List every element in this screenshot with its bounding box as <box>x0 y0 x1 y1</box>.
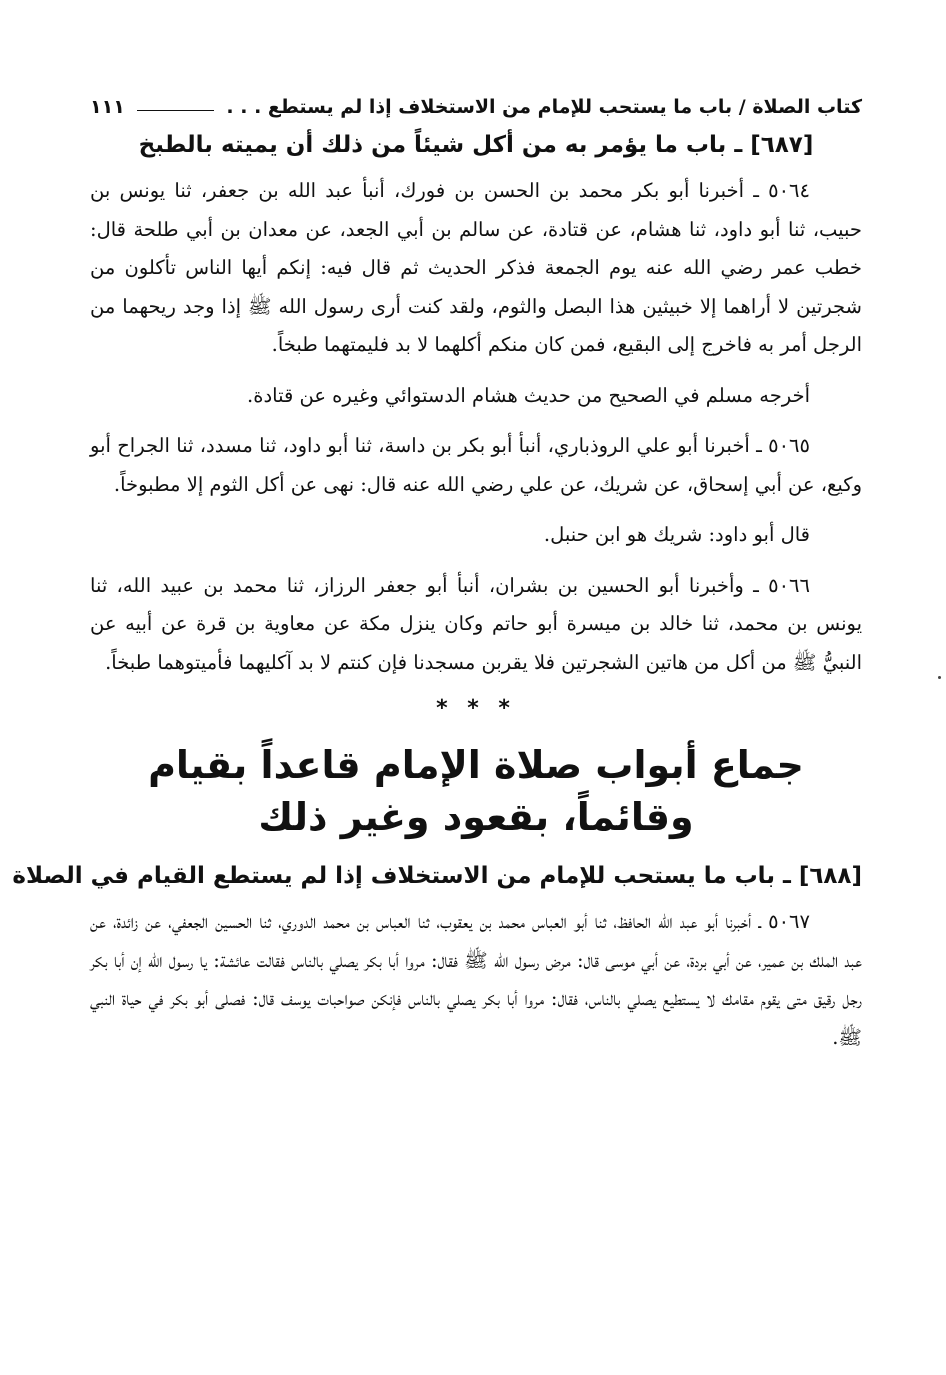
margin-speck <box>938 676 941 679</box>
hadith-5066: ٥٠٦٦ ـ وأخبرنا أبو الحسين بن بشران، أنبأ أبو جعفر الرزاز، ثنا محمد بن عبيد الله، ثنا يونس بن محمد، ثنا خالد بن ميسرة أبو حاتم وكان ينزل مكة عن معاوية بن قرة عن أبيه عن النبيُّ ﷺ من أكل من هاتين الشجرتين فلا يقربن مسجدنا فإن كنتم لا بد آكليهما فأميتوهما طبخاً. <box>90 573 862 674</box>
running-title: كتاب الصلاة / باب ما يستحب للإمام من الاستخلاف إذا لم يستطع . . . <box>226 96 862 118</box>
running-header <box>90 84 862 118</box>
section-separator: * * * <box>436 696 516 721</box>
note-muslim: أخرجه مسلم في الصحيح من حديث هشام الدستوائي وغيره عن قتادة. <box>247 383 810 407</box>
page-number: ١١١ <box>90 96 125 118</box>
header-rule <box>137 110 215 111</box>
hadith-5065: ٥٠٦٥ ـ أخبرنا أبو علي الروذباري، أنبأ أبو بكر بن داسة، ثنا أبو داود، ثنا مسدد، ثنا الجراح أبو وكيع، عن أبي إسحاق، عن شريك، عن علي رضي الله عنه قال: نهى عن أكل الثوم إلا مطبوخاً. <box>90 434 862 496</box>
section-title: جماع أبواب صلاة الإمام قاعداً بقيام وقائماً، بقعود وغير ذلك <box>148 743 804 839</box>
hadith-5064: ٥٠٦٤ ـ أخبرنا أبو بكر محمد بن الحسن بن فورك، أنبأ عبد الله بن جعفر، ثنا يونس بن حبيب، ثنا أبو داود، ثنا هشام، عن قتادة، عن سالم بن أبي الجعد، عن معدان بن أبي طلحة قال: خطب عمر رضي الله عنه يوم الجمعة فذكر الحديث ثم قال فيه: إنكم أيها الناس تأكلون من شجرتين لا أراهما إلا خبيثين هذا البصل والثوم، ولقد كنت أرى رسول الله ﷺ إذا وجد ريحهما من الرجل أمر به فاخرج إلى البقيع، فمن كان منكم أكلهما لا بد فليمتهما طبخاً. <box>90 179 862 356</box>
chapter-heading-688: [٦٨٨] ـ باب ما يستحب للإمام من الاستخلاف إذا لم يستطع القيام في الصلاة <box>12 863 862 889</box>
hadith-5067: ٥٠٦٧ ـ أخبرنا أبو عبد الله الحافظ، ثنا أبو العباس محمد بن يعقوب، ثنا العباس بن محمد الدوري، ثنا الحسين الجعفي، عن زائدة، عن عبد الملك بن عمير، عن أبي بردة، عن أبي موسى قال: مرض رسول الله ﷺ فقال: مروا أبا بكر يصلي بالناس فقالت عائشة: يا رسول الله إن أبا بكر رجل رقيق متى يقوم مقامك لا يستطيع يصلي بالناس، فقال: مروا أبا بكر يصلي بالناس فإنكن صواحبات يوسف قال: فصلى أبو بكر في حياة النبي ﷺ. <box>90 910 862 1049</box>
chapter-heading-687: [٦٨٧] ـ باب ما يؤمر به من أكل شيئاً من ذلك أن يميته بالطبخ <box>138 132 814 158</box>
note-abu-dawud: قال أبو داود: شريك هو ابن حنبل. <box>543 523 810 546</box>
